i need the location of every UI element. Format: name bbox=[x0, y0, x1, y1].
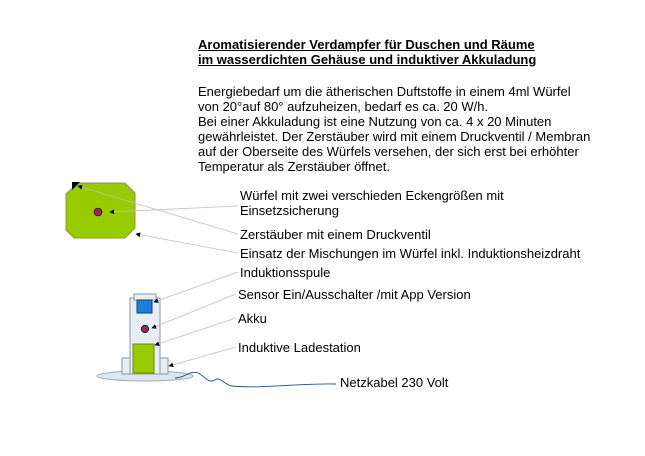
description-line-6: Temperatur als Zerstäuber öffnet. bbox=[198, 159, 390, 174]
label-sensor: Sensor Ein/Ausschalter /mit App Version bbox=[238, 287, 471, 302]
description-line-3: Bei einer Akkuladung ist eine Nutzung von ca. 4 x 20 Minuten bbox=[198, 114, 552, 129]
atomizer-module bbox=[137, 300, 152, 313]
battery-block bbox=[133, 344, 154, 373]
leader-ladestation bbox=[169, 347, 236, 366]
label-induktionsspule: Induktionsspule bbox=[240, 265, 331, 280]
label-zerstaeuber: Zerstäuber mit einem Druckventil bbox=[240, 227, 431, 242]
label-wuerfel bbox=[240, 188, 504, 218]
leader-sensor bbox=[152, 294, 236, 328]
label-wuerfel-line-2: Einsetzsicherung bbox=[240, 203, 339, 218]
leader-induktionsspule bbox=[154, 272, 238, 302]
sensor-dot bbox=[141, 325, 149, 333]
title-line-2: im wasserdichten Gehäuse und induktiver Akkuladung bbox=[198, 52, 537, 67]
description-line-2: von 20°auf 80° aufzuheizen, bedarf es ca. 20 W/h. bbox=[198, 99, 489, 114]
cube-dot bbox=[94, 208, 102, 216]
description-line-5: auf der Oberseite des Würfels versehen, der sich erst bei erhöhter bbox=[198, 144, 579, 159]
power-cable bbox=[175, 372, 336, 387]
housing-top-cap bbox=[134, 294, 156, 300]
label-einsatz: Einsatz der Mischungen im Würfel inkl. Induktionsheizdraht bbox=[240, 246, 581, 261]
description-line-4: gewährleistet. Der Zerstäuber wird mit einem Druckventil / Membran bbox=[198, 129, 591, 144]
label-akku: Akku bbox=[238, 311, 267, 326]
title-line-1: Aromatisierender Verdampfer für Duschen und Räume bbox=[198, 37, 535, 52]
description-line-1: Energiebedarf um die ätherischen Duftstoffe in einem 4ml Würfel bbox=[198, 84, 571, 99]
leader-einsatz bbox=[136, 234, 238, 253]
label-wuerfel-line-1: Würfel mit zwei verschieden Eckengrößen mit bbox=[240, 188, 504, 203]
label-netzkabel: Netzkabel 230 Volt bbox=[340, 375, 449, 390]
label-ladestation: Induktive Ladestation bbox=[238, 340, 361, 355]
